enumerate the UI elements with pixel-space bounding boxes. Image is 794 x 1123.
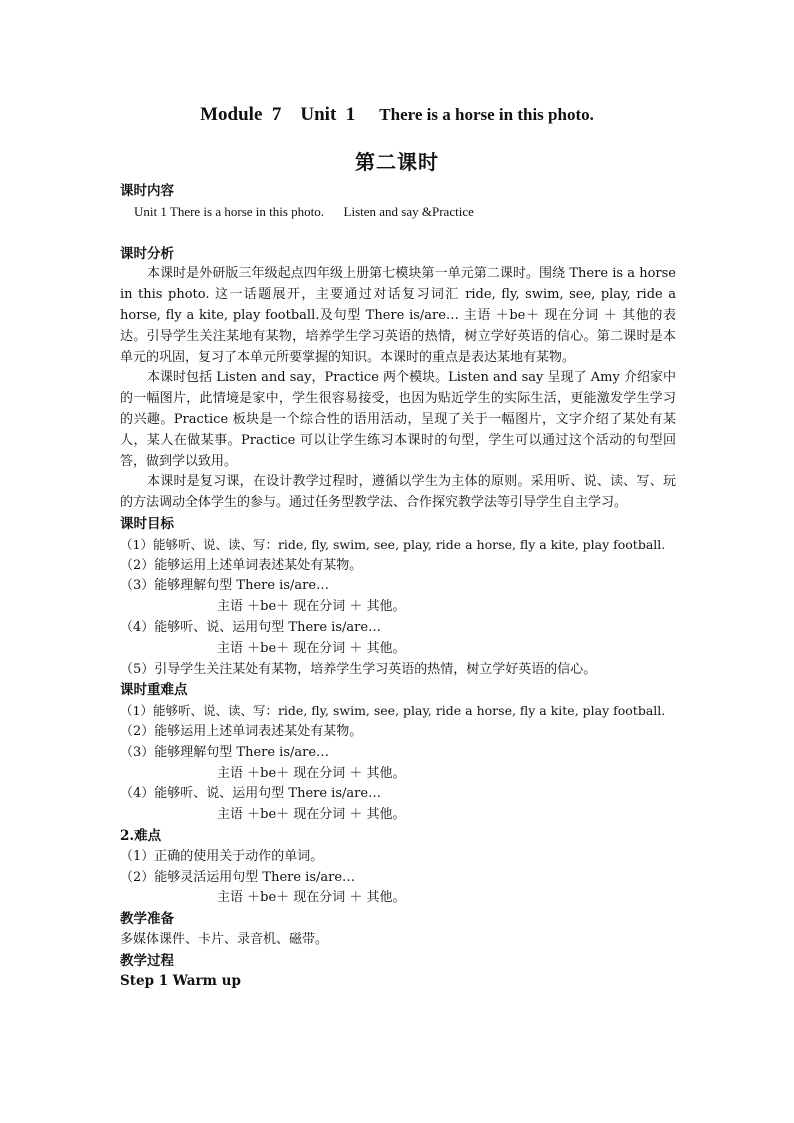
section-heading-analysis: 课时分析 xyxy=(120,245,174,262)
document-body xyxy=(120,181,676,992)
section-heading-key-points: 课时重难点 xyxy=(120,682,188,699)
analysis-paragraph-2: 本课时包括 Listen and say，Practice 两个模块。Listen and say 呈现了 Amy 介绍家中的一幅图片，此情境是家中，学生很容易接受，也因为贴近学生的实际生活，更能激发学生学习的兴趣。Practice 板块是一个综合性的语用活动，呈现了关于一幅图片，文字介绍了某处有某人，某人在做某事。Practice 可以让学生练习本课时的句型，学生可以通过这个活动的句型回答，做到学以致用。 xyxy=(120,370,676,469)
section-heading-preparation: 教学准备 xyxy=(120,911,174,928)
section-heading-difficult: 2.难点 xyxy=(120,827,162,844)
section-heading-goals: 课时目标 xyxy=(120,515,174,532)
goal-item: （5）引导学生关注某处有某物，培养学生学习英语的热情，树立学好英语的信心。 xyxy=(120,661,597,677)
section-heading-content: 课时内容 xyxy=(120,183,174,199)
key-item: 主语 ＋be＋ 现在分词 ＋ 其他。 xyxy=(217,765,406,781)
preparation-text: 多媒体课件、卡片、录音机、磁带。 xyxy=(120,931,329,947)
content-text: Unit 1 There is a horse in this photo. Listen and say &Practice xyxy=(134,203,474,219)
analysis-paragraph-3: 本课时是复习课，在设计教学过程时，遵循以学生为主体的原则。采用听、说、读、写、玩的方法调动全体学生的参与。通过任务型教学法、合作探究教学法等引导学生自主学习。 xyxy=(120,474,676,511)
key-item: （3）能够理解句型 There is/are… xyxy=(120,744,330,760)
module-unit-label: Module 7 Unit 1 xyxy=(200,104,356,125)
unit-sentence: There is a horse in this photo. xyxy=(379,105,594,124)
key-item: （4）能够听、说、运用句型 There is/are… xyxy=(120,786,382,802)
goal-item: （2）能够运用上述单词表述某处有某物。 xyxy=(120,557,363,573)
goal-item: （4）能够听、说、运用句型 There is/are… xyxy=(120,619,382,635)
lesson-subtitle: 第二课时 xyxy=(355,150,439,174)
analysis-paragraph-1: 本课时是外研版三年级起点四年级上册第七模块第一单元第二课时。围绕 There is a horse in this photo. 这一话题展开，主要通过对话复习词汇 ride, fly, swim, see, play, ride a horse, fly a kite, play football.及句型 There is/are… 主语 ＋be＋ 现在分词 ＋ 其他的表达。引导学生关注某地有某物，培养学生学习英语的热情，树立学好英语的信心。第二课时是本单元的巩固，复习了本单元所要掌握的知识。本课时的重点是表达某地有某物。 xyxy=(120,266,676,365)
goal-item: 主语 ＋be＋ 现在分词 ＋ 其他。 xyxy=(217,640,406,656)
document-title xyxy=(0,104,794,126)
goal-item: 主语 ＋be＋ 现在分词 ＋ 其他。 xyxy=(217,599,406,615)
step-1-heading: Step 1 Warm up xyxy=(120,973,241,990)
goal-item: （1）能够听、说、读、写：ride, fly, swim, see, play, ride a horse, fly a kite, play football. xyxy=(120,536,666,552)
difficult-item: （1）正确的使用关于动作的单词。 xyxy=(120,848,324,864)
key-item: （2）能够运用上述单词表述某处有某物。 xyxy=(120,723,363,739)
key-item: 主语 ＋be＋ 现在分词 ＋ 其他。 xyxy=(217,807,406,823)
goal-item: （3）能够理解句型 There is/are… xyxy=(120,578,330,594)
difficult-item: 主语 ＋be＋ 现在分词 ＋ 其他。 xyxy=(217,890,406,906)
section-heading-process: 教学过程 xyxy=(120,952,174,969)
difficult-item: （2）能够灵活运用句型 There is/are… xyxy=(120,869,356,885)
key-item: （1）能够听、说、读、写：ride, fly, swim, see, play, ride a horse, fly a kite, play football. xyxy=(120,703,666,719)
